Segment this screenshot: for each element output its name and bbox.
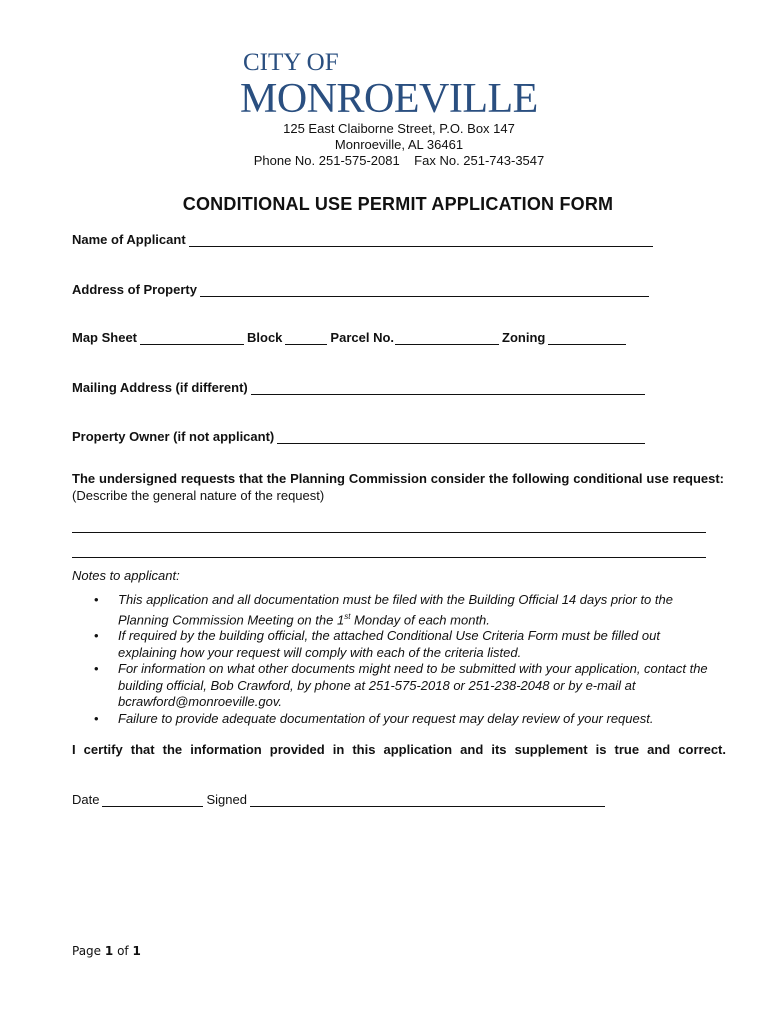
bullet-icon: •: [94, 628, 99, 644]
date-label: Date: [72, 792, 100, 807]
list-item: [72, 628, 722, 661]
certification-statement: I certify that the information provided in this application and its supplement is true and correct.: [72, 742, 726, 757]
page-current: 1: [104, 944, 114, 958]
request-paragraph: [72, 470, 724, 504]
page-word: Page: [72, 944, 102, 958]
note-4-text: Failure to provide adequate documentation of your request may delay review of your request.: [118, 710, 654, 726]
note-1-text-b: Monday of each month.: [350, 611, 490, 627]
list-item: [72, 661, 722, 711]
list-item: [72, 711, 722, 728]
address-line-2: Monroeville, AL 36461: [334, 137, 464, 152]
request-plain-text: (Describe the general nature of the request): [72, 488, 325, 503]
parcel-label: Parcel No.: [330, 330, 395, 345]
monroeville-logo-text: MONROEVILLE: [240, 76, 538, 122]
page-total: 1: [132, 944, 141, 958]
property-address-label: Address of Property: [72, 282, 197, 297]
applicant-name-label: Name of Applicant: [72, 232, 186, 247]
bullet-icon: •: [94, 592, 99, 607]
map-sheet-label: Map Sheet: [72, 330, 138, 345]
signed-label: Signed: [206, 792, 247, 807]
zoning-field[interactable]: [548, 330, 626, 345]
property-owner-field[interactable]: [277, 429, 645, 444]
block-label: Block: [247, 330, 283, 345]
phone-fax-line: Phone No. 251-575-2081 Fax No. 251-743-3547: [253, 153, 545, 168]
mailing-address-row: [72, 380, 648, 395]
applicant-name-field[interactable]: [189, 232, 653, 247]
date-field[interactable]: [102, 792, 203, 807]
bullet-icon: •: [94, 710, 99, 726]
signature-field[interactable]: [250, 792, 605, 807]
map-sheet-field[interactable]: [140, 330, 244, 345]
note-1-text-a: This application and all documentation must be filed with the Building Official 14 days prior to the Planning Commission Meeting on the 1: [118, 592, 673, 627]
property-owner-row: [72, 429, 648, 444]
page-number: [72, 944, 141, 958]
form-title: CONDITIONAL USE PERMIT APPLICATION FORM: [182, 194, 614, 214]
of-word: of: [117, 944, 129, 958]
notes-label: Notes to applicant:: [72, 568, 180, 583]
date-signature-row: [72, 792, 608, 807]
applicant-name-row: [72, 232, 656, 247]
request-line-2[interactable]: [72, 557, 706, 558]
note-2-text: If required by the building official, the attached Conditional Use Criteria Form must be filled out explaining how your request will comply with each of the criteria listed.: [118, 628, 660, 660]
notes-list: [72, 592, 722, 727]
map-block-parcel-zoning-row: [72, 330, 629, 345]
mailing-address-label: Mailing Address (if different): [72, 380, 248, 395]
city-of-logo-text: CITY OF: [243, 49, 339, 76]
request-bold-text: The undersigned requests that the Planning Commission consider the following conditional use request:: [72, 471, 724, 486]
parcel-field[interactable]: [395, 330, 499, 345]
bullet-icon: •: [94, 661, 99, 677]
note-1-superscript: st: [344, 611, 351, 621]
property-address-row: [72, 282, 652, 297]
address-line-1: 125 East Claiborne Street, P.O. Box 147: [283, 121, 515, 136]
mailing-address-field[interactable]: [251, 380, 645, 395]
request-line-1[interactable]: [72, 532, 706, 533]
list-item: [72, 592, 722, 628]
zoning-label: Zoning: [502, 330, 546, 345]
block-field[interactable]: [285, 330, 327, 345]
property-owner-label: Property Owner (if not applicant): [72, 429, 275, 444]
property-address-field[interactable]: [200, 282, 649, 297]
note-3-text: For information on what other documents might need to be submitted with your application, contact the building official, Bob Crawford, by phone at 251-575-2018 or 251-238-2048 or by e-mail at bcrawford@monroeville.gov.: [118, 661, 708, 710]
